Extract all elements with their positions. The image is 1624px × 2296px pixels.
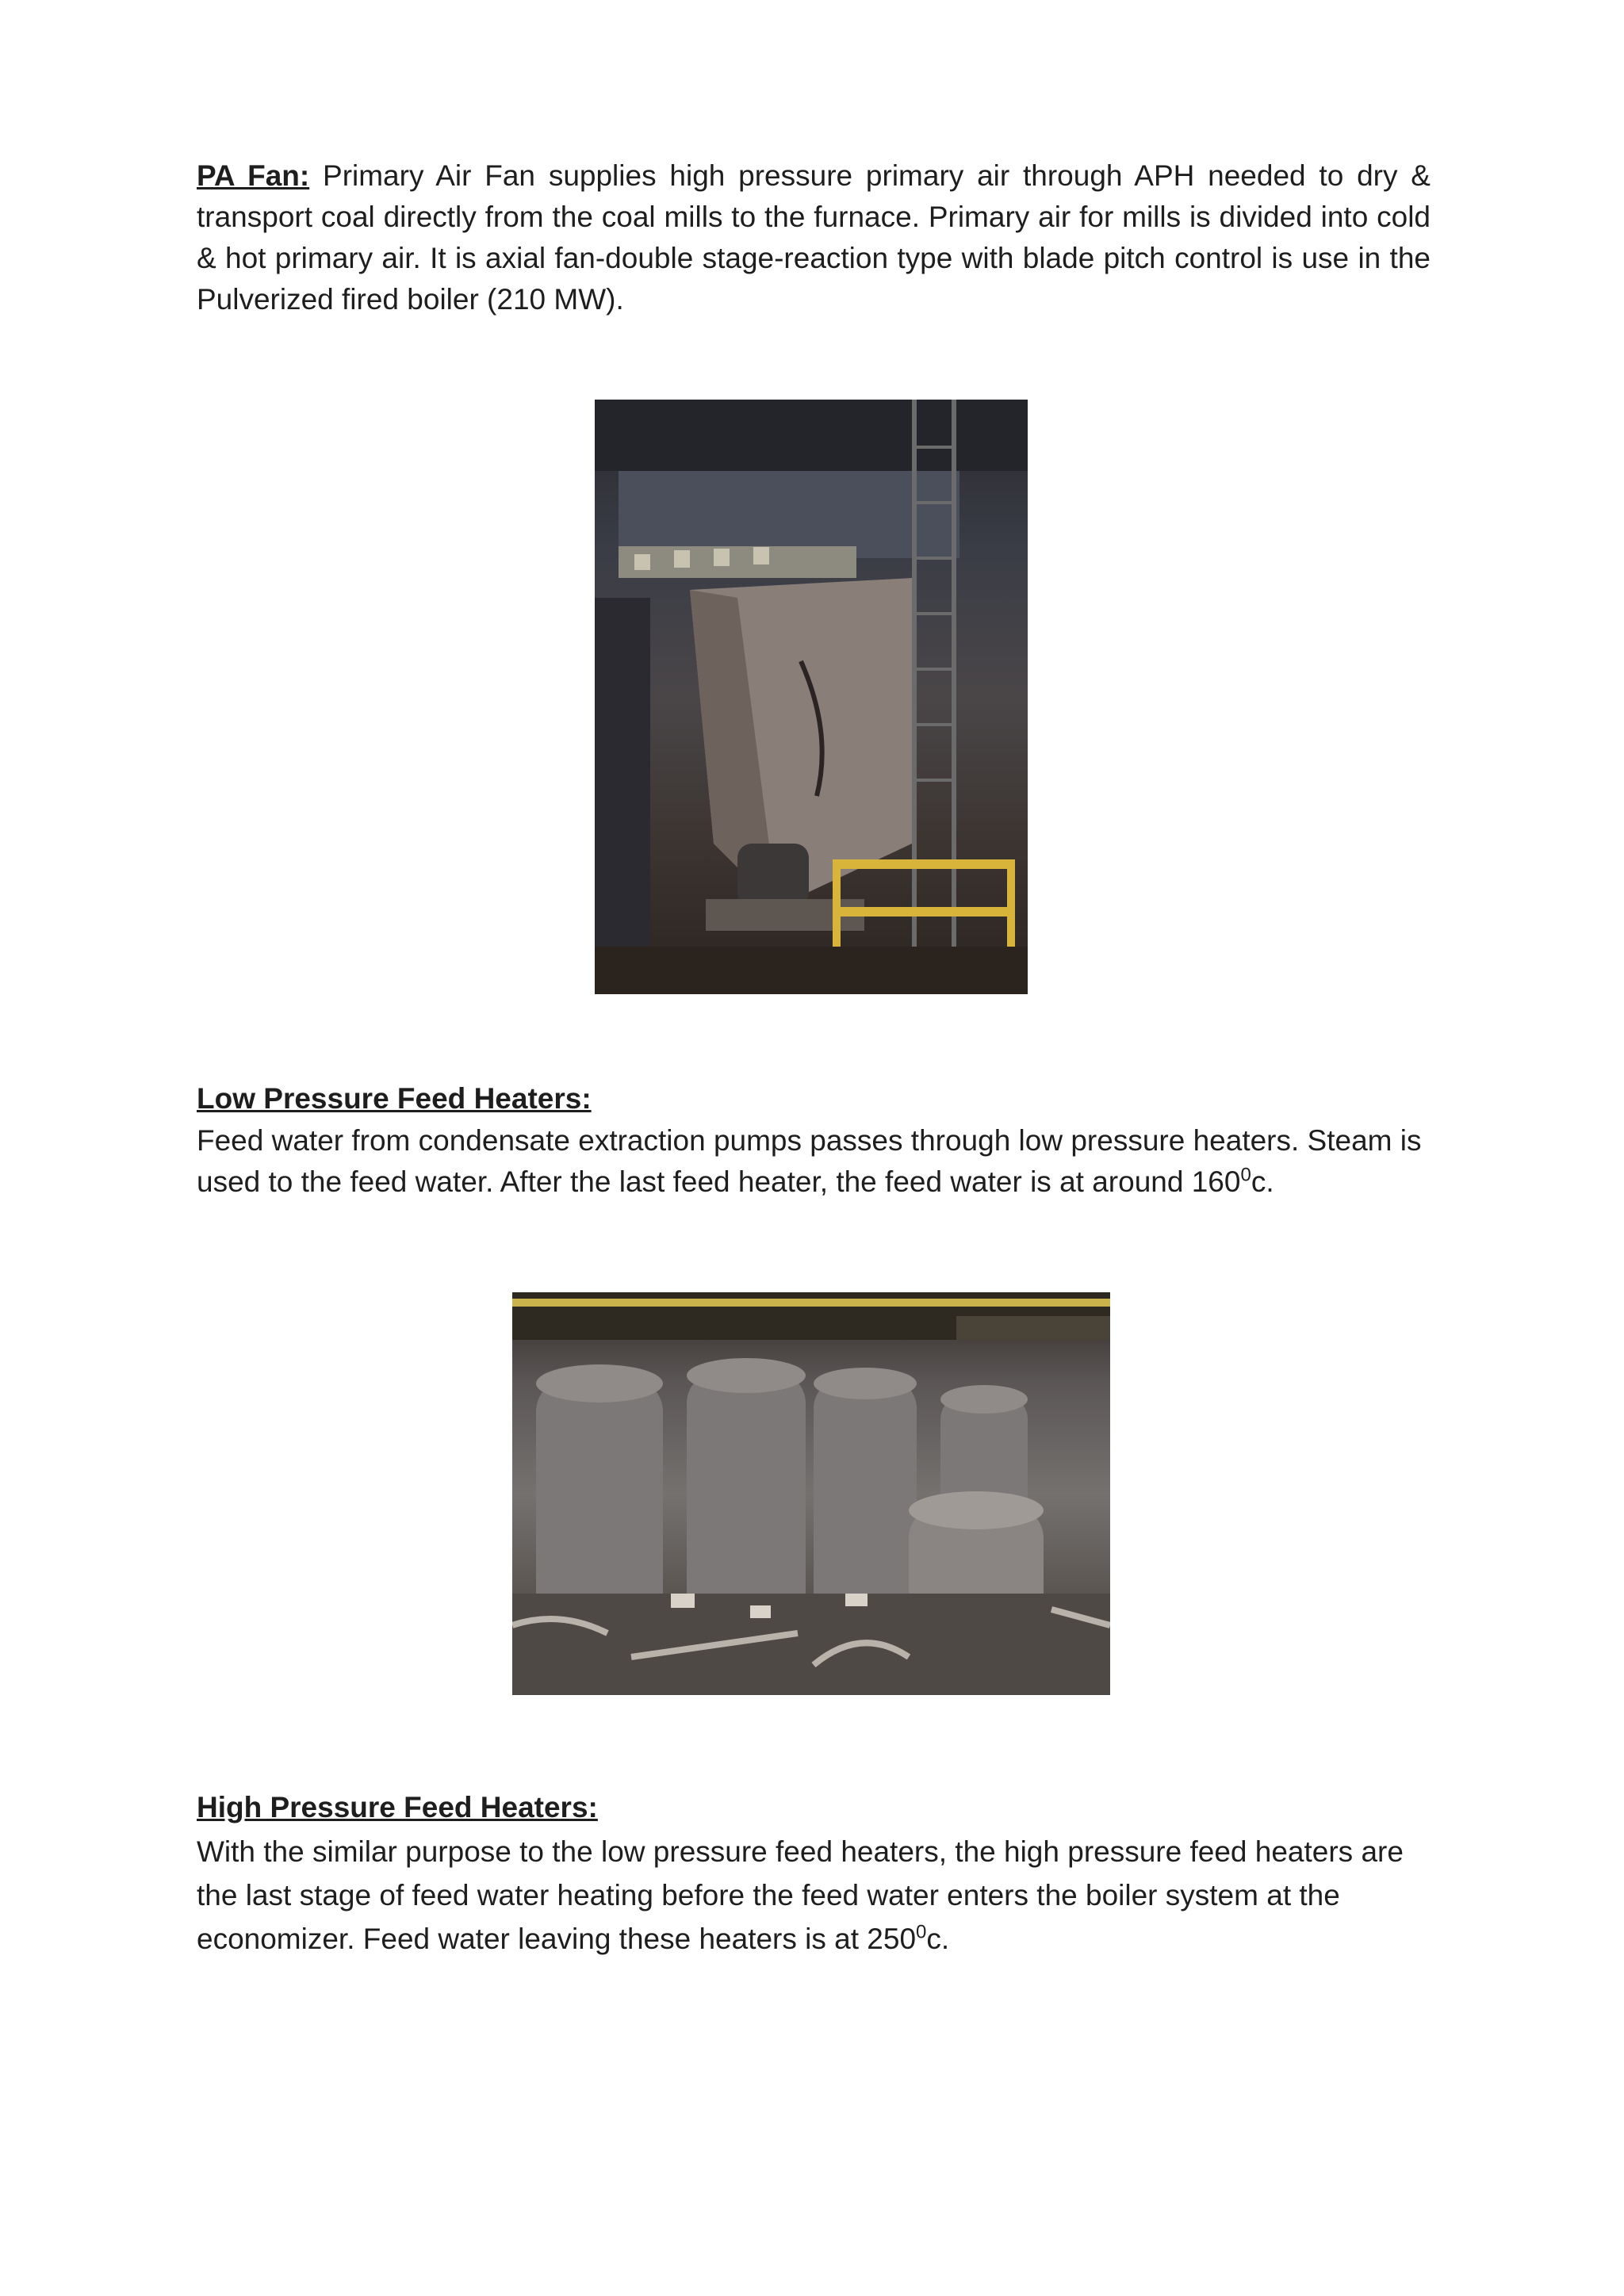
lp-heaters-body-end: c. [1251, 1165, 1274, 1198]
pa-fan-heading: PA Fan: [197, 159, 310, 192]
hp-heaters-heading-text: High Pressure Feed Heaters: [197, 1791, 598, 1823]
hp-heaters-degree-sup: 0 [916, 1921, 927, 1943]
hp-heaters-body-end: c. [926, 1923, 950, 1955]
hp-heaters-heading [197, 1787, 1431, 1828]
lp-heaters-paragraph [197, 1120, 1431, 1203]
lp-heaters-heading-text: Low Pressure Feed Heaters: [197, 1082, 592, 1115]
pa-fan-body: Primary Air Fan supplies high pressure primary air through APH needed to dry & transport coal directly from the coal mills to the furnace. Primary air for mills is divided into cold & hot primary air. It is axial fan-double stage-reaction type with blade pitch control is use in the Pulverized fired boiler (210 MW). [197, 159, 1431, 316]
hp-heaters-paragraph [197, 1830, 1431, 1961]
lp-heaters-degree-sup: 0 [1240, 1164, 1251, 1186]
pa-fan-photo [595, 400, 1028, 994]
pa-fan-illustration [595, 400, 1028, 994]
lp-heaters-illustration [512, 1292, 1110, 1695]
hp-heaters-body: With the similar purpose to the low pressure feed heaters, the high pressure feed heaters are the last stage of feed water heating before the feed water enters the boiler system at the economizer. Feed water leaving these heaters is at 250 [197, 1835, 1404, 1955]
pa-fan-paragraph [197, 155, 1431, 320]
lp-heaters-heading [197, 1078, 1431, 1119]
lp-heaters-body: Feed water from condensate extraction pumps passes through low pressure heaters. Steam is used to the feed water. After the last feed heater, the feed water is at around 160 [197, 1124, 1422, 1198]
lp-heaters-photo [512, 1292, 1110, 1695]
